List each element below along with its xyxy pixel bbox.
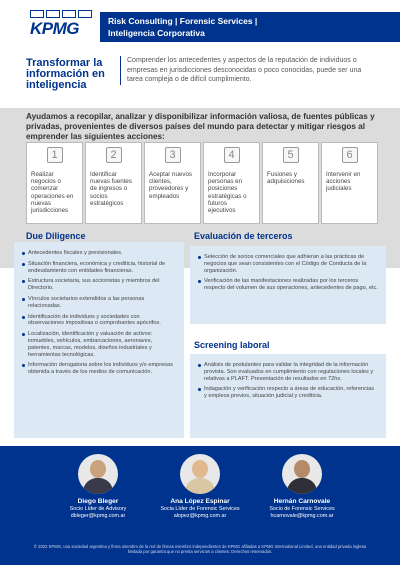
step-card (144, 142, 201, 224)
step-number: 2 (106, 147, 122, 163)
third-party-list (198, 254, 378, 292)
contact-email[interactable]: alopez@kpmg.com.ar (173, 512, 227, 519)
contact-role: Socio de Forensic Services (269, 506, 335, 512)
step-number: 5 (283, 147, 299, 163)
due-diligence-list (22, 250, 176, 376)
list-item: Selección de socios comerciales que adhieran a las prácticas de negocios que sean consistentes con el Código de Conducta de la organización. (198, 254, 378, 274)
step-text: Realizar negocios o comenzar operaciones en nuevas jurisdicciones (31, 171, 74, 215)
header-band-line1: Risk Consulting | Forensic Services | (108, 16, 258, 26)
due-diligence-title: Due Diligence (26, 231, 86, 241)
list-item: Vínculos societarios extendidos a las personas relacionadas. (22, 296, 176, 310)
contact-card (48, 454, 148, 519)
due-diligence-panel (14, 242, 184, 438)
header-band-line2: Inteligencia Corporativa (108, 28, 205, 38)
third-party-title: Evaluación de terceros (194, 231, 293, 241)
contact-name: Ana López Espinar (170, 498, 230, 505)
lead-text: Ayudamos a recopilar, analizar y disponibilizar información valiosa, de fuentes públicas y privadas, provenientes de diversos países del mundo para detectar y mitigar riesgos al emprender las siguientes acciones: (26, 112, 375, 141)
step-card (85, 142, 142, 224)
list-item: Análisis de postulantes para validar la integridad de la información provista. Son evaluados en cumplimiento con regulaciones locales y relativas a PLAFT. Presentación de resultados en 72hs. (198, 362, 378, 382)
step-number: 6 (342, 147, 358, 163)
third-party-panel (190, 246, 386, 324)
intro-title: Transformar la información en inteligencia (26, 57, 105, 91)
logo-squares-icon (30, 10, 92, 18)
step-text: Identificar nuevas fuentes de ingresos o socios estratégicos (90, 171, 132, 207)
step-card (321, 142, 378, 224)
contact-role: Socia Líder de Forensic Services (160, 506, 240, 512)
header (0, 0, 400, 48)
list-item: Indagación y verificación respecto a áreas de educación, referencias y empleos previos, situación judicial y crediticia. (198, 386, 378, 400)
list-item: Estructura societaria, sus accionistas y miembros del Directorio. (22, 278, 176, 292)
screening-panel (190, 354, 386, 438)
list-item: Antecedentes fiscales y previsionales. (22, 250, 176, 257)
list-item: Identificación de individuos y sociedades con observaciones impositivas o comprobantes apócrifos. (22, 314, 176, 328)
intro-text: Comprender los antecedentes y aspectos de la reputación de individuos o empresas en jurisdicciones desconocidas o poco conocidas, puede ser una tarea compleja o de difícil cumplimiento. (120, 56, 378, 85)
step-text: Aceptar nuevos clientes, proveedores y empleados (149, 171, 192, 200)
list-item: Información derogatoria sobre los individuos y/o empresas obtenida a través de los medios de comunicación. (22, 362, 176, 376)
kpmg-logo (30, 10, 92, 42)
screening-title: Screening laboral (194, 340, 270, 350)
contact-email[interactable]: dbleger@kpmg.com.ar (70, 512, 126, 519)
screening-list (198, 362, 378, 400)
step-number: 1 (47, 147, 63, 163)
step-text: Intervenir en acciones judiciales (326, 171, 361, 193)
contact-role: Socio Líder de Advisory (69, 506, 127, 512)
step-number: 3 (165, 147, 181, 163)
steps-row (26, 142, 378, 224)
avatar (282, 454, 322, 494)
step-card (203, 142, 260, 224)
list-item: Localización, identificación y valuación de activos: inmuebles, vehículos, embarcaciones, aeronaves, patentes, marcas, modelos, diseños industriales y herramientas tecnológicas. (22, 331, 176, 358)
step-text: Incorporar personas en posiciones estratégicas o futuros ejecutivos (208, 171, 247, 215)
step-card (262, 142, 319, 224)
contact-email[interactable]: hcarnovale@kpmg.com.ar (270, 512, 334, 519)
list-item: Verificación de las manifestaciones realizadas por los terceros respecto del volumen de sus operaciones, antecedentes de pago, etc. (198, 278, 378, 292)
step-number: 4 (224, 147, 240, 163)
step-card (26, 142, 83, 224)
contact-card (150, 454, 250, 519)
avatar (180, 454, 220, 494)
avatar (78, 454, 118, 494)
legal-notice: © 2022 KPMG, una sociedad argentina y firma miembro de la red de firmas miembro independientes de KPMG afiliadas a KPMG International Limited, una entidad privada inglesa limitada por garantía que no presta servicios a clientes. Derechos reservados. (33, 544, 367, 555)
contact-card (252, 454, 352, 519)
list-item: Situación financiera, económica y crediticia, historial de endeudamiento con entidades financieras. (22, 261, 176, 275)
intro (0, 52, 400, 108)
contact-name: Diego Bleger (77, 498, 119, 505)
step-text: Fusiones y adquisiciones (267, 171, 305, 186)
contact-name: Hernán Carnovale (273, 498, 331, 505)
logo-text: KPMG (30, 19, 79, 38)
header-band (100, 12, 400, 42)
